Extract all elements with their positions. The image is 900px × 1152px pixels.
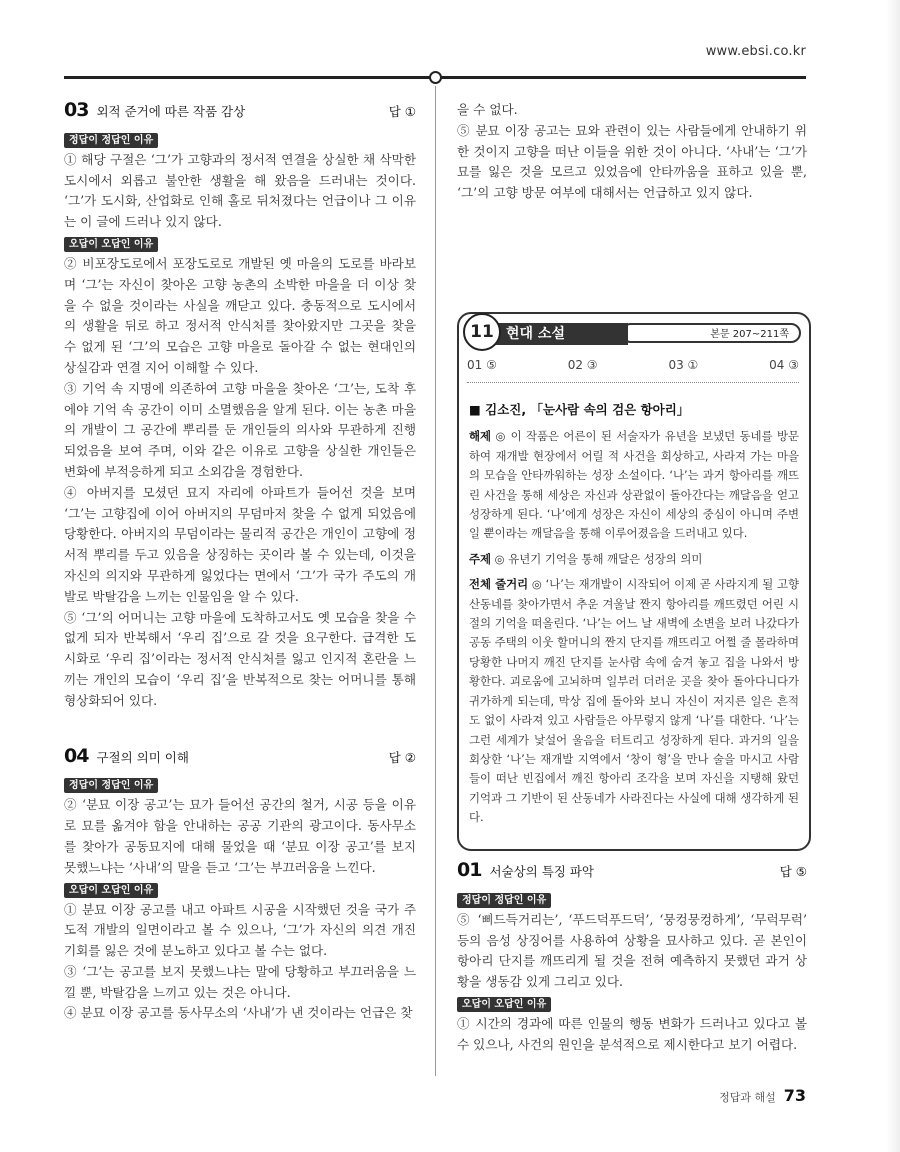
question-number: 01: [457, 859, 482, 881]
answer-key-item: 02 ③: [567, 358, 598, 372]
header-rule-dot: [429, 71, 442, 84]
question-03-heading: [64, 100, 416, 123]
section-title: 현대 소설: [492, 323, 628, 345]
wrong-reason-item: ④ 아버지를 모셨던 묘지 자리에 아파트가 들어선 것을 보며 ‘그’는 고향집에 이어 아버지의 무덤마저 찾을 수 없게 되었음에 당황한다. 아버지의 무덤이라는 물리적 공간은 개인이 고향에 정서적 뿌리를 두고 있음을 상징하는 곳이라 볼 수 있는데, 이것을 자신의 의지와 무관하게 잃었다는 면에서 ‘그’가 국가 주도의 개발로 박탈감을 느끼는 인물임을 알 수 있다.: [64, 484, 416, 604]
column-divider: [435, 86, 436, 1076]
plot-label: 전체 줄거리: [469, 577, 529, 592]
section-body: [469, 394, 799, 828]
bullet-icon: ◎: [531, 577, 542, 592]
dotted-divider: [467, 382, 799, 383]
question-title: 서술상의 특징 파악: [489, 864, 595, 879]
page-reference: 본문 207~211쪽: [621, 323, 801, 343]
wrong-reason-tag: 오답이 오답인 이유: [64, 883, 158, 898]
site-url: www.ebsi.co.kr: [705, 44, 806, 59]
answer-key-row: [467, 358, 799, 372]
explanation-paragraph: [469, 427, 799, 543]
question-04-heading: [64, 746, 416, 769]
theme-label: 주제: [469, 551, 492, 566]
continued-text: 을 수 없다.: [457, 102, 518, 117]
section-summary-box: [457, 312, 811, 851]
right-column-top: [457, 100, 807, 204]
plot-text: ‘나’는 재개발이 시작되어 이제 곧 사라지게 될 고향 산동네를 찾아가면서 추운 겨울날 짠지 항아리를 깨뜨렸던 어린 시절의 기억을 떠올린다. ‘나’는 어느 날 새벽에 소변을 보러 나갔다가 공동 주택의 이웃 할머니의 짠지 단지를 깨뜨리고 어쩔 줄 몰라하며 당황한 나머지 깨진 단지를 눈사람 속에 숨겨 놓고 집을 나와서 방황한다. 괴로움에 고뇌하며 일부러 더러운 곳을 찾아 돌아다니다가 귀가하게 되는데, 막상 집에 돌아와 보니 자신이 저지른 일은 흔적도 없이 사라져 있고 사람들은 아무렇지 않게 ‘나’를 대한다. ‘나’는 그런 세계가 낯설어 울음을 터트리고 성장하게 된다. 과거의 일을 회상한 ‘나’는 재개발 지역에서 ‘창이 형’을 만나 술을 마시고 사람들이 떠난 빈집에서 깨진 항아리 조각을 보며 자신을 지탱해 왔던 기억과 그 기반이 된 산동네가 사라진다는 사실에 대해 생각하게 된다.: [469, 577, 800, 825]
answer-key-item: 04 ③: [769, 358, 799, 372]
answer-key-item: 01 ⑤: [467, 358, 497, 372]
answer-label: 답 ①: [388, 104, 416, 119]
wrong-reason-tag: 오답이 오답인 이유: [457, 997, 551, 1012]
right-column-bottom: [457, 860, 807, 1056]
question-01-heading: [457, 860, 807, 883]
wrong-reason-item: ③ ‘그’는 공고를 보지 못했느냐는 말에 당황하고 부끄러움을 느낄 뿐, 박탈감을 느끼고 있는 것은 아니다.: [64, 963, 416, 1000]
wrong-reason-item: ⑤ ‘그’의 어머니는 고향 마을에 도착하고서도 옛 모습을 찾을 수 없게 되자 반복해서 ‘우리 집’으로 갈 것을 요구한다. 급격한 도시화로 ‘우리 집’이라는 정서적 안식처를 잃고 인지적 혼란을 느끼는 개인의 모습이 ‘우리 집’을 반복적으로 찾는 어머니를 통해 형상화되어 있다.: [64, 609, 416, 708]
correct-reason-tag: 정답이 정답인 이유: [64, 778, 158, 793]
wrong-reason-item: ② 비포장도로에서 포장도로로 개발된 옛 마을의 도로를 바라보며 ‘그’는 자신이 찾아온 고향 농촌의 소박한 마을을 더 이상 찾을 수 없을 것이라는 사실을 깨닫고 있다. 충동적으로 도시에서의 생활을 뒤로 하고 정서적 안식처를 찾아왔지만 그곳을 찾을 수 없게 된 ‘그’의 모습은 고향 마을로 돌아갈 수 없는 현대인의 상실감과 연결 지어 이해할 수 있다.: [64, 255, 416, 375]
section-header: [459, 319, 809, 343]
bullet-icon: ◎: [494, 551, 505, 566]
plot-paragraph: [469, 575, 799, 827]
correct-reason-tag: 정답이 정답인 이유: [64, 133, 158, 148]
correct-reason-text: ② ‘분묘 이장 공고’는 묘가 들어선 공간의 철거, 시공 등을 이유로 묘를 옮겨야 함을 안내하는 공공 기관의 광고이다. 동사무소를 찾아가 공동묘지에 대해 물었을 때 ‘분묘 이장 공고’를 보지 못했느냐는 ‘사내’의 말을 듣고 ‘그’는 부끄러움을 느낀다.: [64, 797, 416, 875]
section-number: 11: [463, 313, 501, 351]
question-number: 03: [64, 99, 89, 121]
left-column: [64, 100, 416, 1024]
wrong-reason-item: ① 분묘 이장 공고를 내고 아파트 시공을 시작했던 것을 국가 주도적 개발의 일면이라고 볼 수 있으나, ‘그’가 자신의 의견 개진 기회를 잃은 것에 분노하고 있다고 볼 수는 없다.: [64, 901, 416, 959]
page-number: 73: [783, 1086, 806, 1105]
correct-reason-tag: 정답이 정답인 이유: [457, 893, 551, 908]
wrong-reason-item: ④ 분묘 이장 공고를 동사무소의 ‘사내’가 낸 것이라는 언급은 찾: [64, 1005, 413, 1021]
correct-reason-text: ① 해당 구절은 ‘그’가 고향과의 정서적 연결을 상실한 채 삭막한 도시에서 외롭고 불안한 생활을 해 왔음을 드러내는 것이다. ‘그’가 도시화, 산업화로 인해 홀로 뒤처졌다는 언급이나 그 이유는 이 글에 드러나 있지 않다.: [64, 151, 416, 230]
footer-label: 정답과 해설: [719, 1091, 776, 1104]
wrong-reason-item: ① 시간의 경과에 따른 인물의 행동 변화가 드러나고 있다고 볼 수 있으나, 사건의 원인을 분석적으로 제시한다고 보기 어렵다.: [457, 1015, 807, 1052]
question-title: 구절의 의미 이해: [96, 749, 189, 765]
answer-label: 답 ②: [388, 749, 416, 765]
question-number: 04: [64, 744, 89, 767]
wrong-reason-tag: 오답이 오답인 이유: [64, 237, 158, 252]
explanation-label: 해제: [469, 429, 492, 444]
answer-label: 답 ⑤: [779, 864, 807, 879]
page-edge-shadow: [886, 0, 900, 1152]
question-title: 외적 준거에 따른 작품 감상: [96, 104, 246, 119]
explanation-text: 이 작품은 어른이 된 서술자가 유년을 보냈던 동네를 방문하여 재개발 현장에서 어릴 적 사건을 회상하고, 사라져 가는 마을의 모습을 안타까워하는 성장 소설이다. ‘나’는 과거 항아리를 깨뜨린 사건을 통해 세상은 자신과 상관없이 돌아간다는 깨달음을 얻고 성장하게 된다. ‘나’에게 성장은 자신이 세상의 중심이 아니며 주변일 뿐이라는 깨달음을 통해 이루어졌음을 드러내고 있다.: [469, 429, 799, 541]
wrong-reason-item: ⑤ 분묘 이장 공고는 묘와 관련이 있는 사람들에게 안내하기 위한 것이지 고향을 떠난 이들을 위한 것이 아니다. ‘사내’는 ‘그’가 묘를 잃은 것을 모르고 있었음에 안타까움을 표하고 있을 뿐, ‘그’의 고향 방문 여부에 대해서는 언급하고 있지 않다.: [457, 122, 807, 201]
correct-reason-text: ⑤ ‘삐드득거리는’, ‘푸드덕푸드덕’, ‘뭉컹뭉컹하게’, ‘무럭무럭’ 등의 음성 상징어를 사용하여 상황을 묘사하고 있다. 곧 본인이 항아리 단지를 깨뜨리게 될 것을 전혀 예측하지 못했던 과거 상황을 생동감 있게 그리고 있다.: [457, 911, 807, 990]
answer-key-item: 03 ①: [668, 358, 699, 372]
theme-paragraph: [469, 550, 799, 569]
work-title: ■ 김소진, 「눈사람 속의 검은 항아리」: [469, 402, 690, 417]
theme-text: 유년기 기억을 통해 깨달은 성장의 의미: [508, 551, 703, 566]
bullet-icon: ◎: [495, 429, 507, 444]
wrong-reason-item: ③ 기억 속 지명에 의존하여 고향 마을을 찾아온 ‘그’는, 도착 후에야 기억 속 공간이 이미 소멸했음을 알게 된다. 이는 농촌 마을의 개발이 그 공간에 뿌리를 둔 개인들의 의사와 무관하게 진행되었음을 보여 주며, 이와 같은 이유로 고향을 상실한 개인들은 변화에 부적응하게 되고 소외감을 경험한다.: [64, 380, 416, 479]
page-footer: [719, 1086, 806, 1105]
